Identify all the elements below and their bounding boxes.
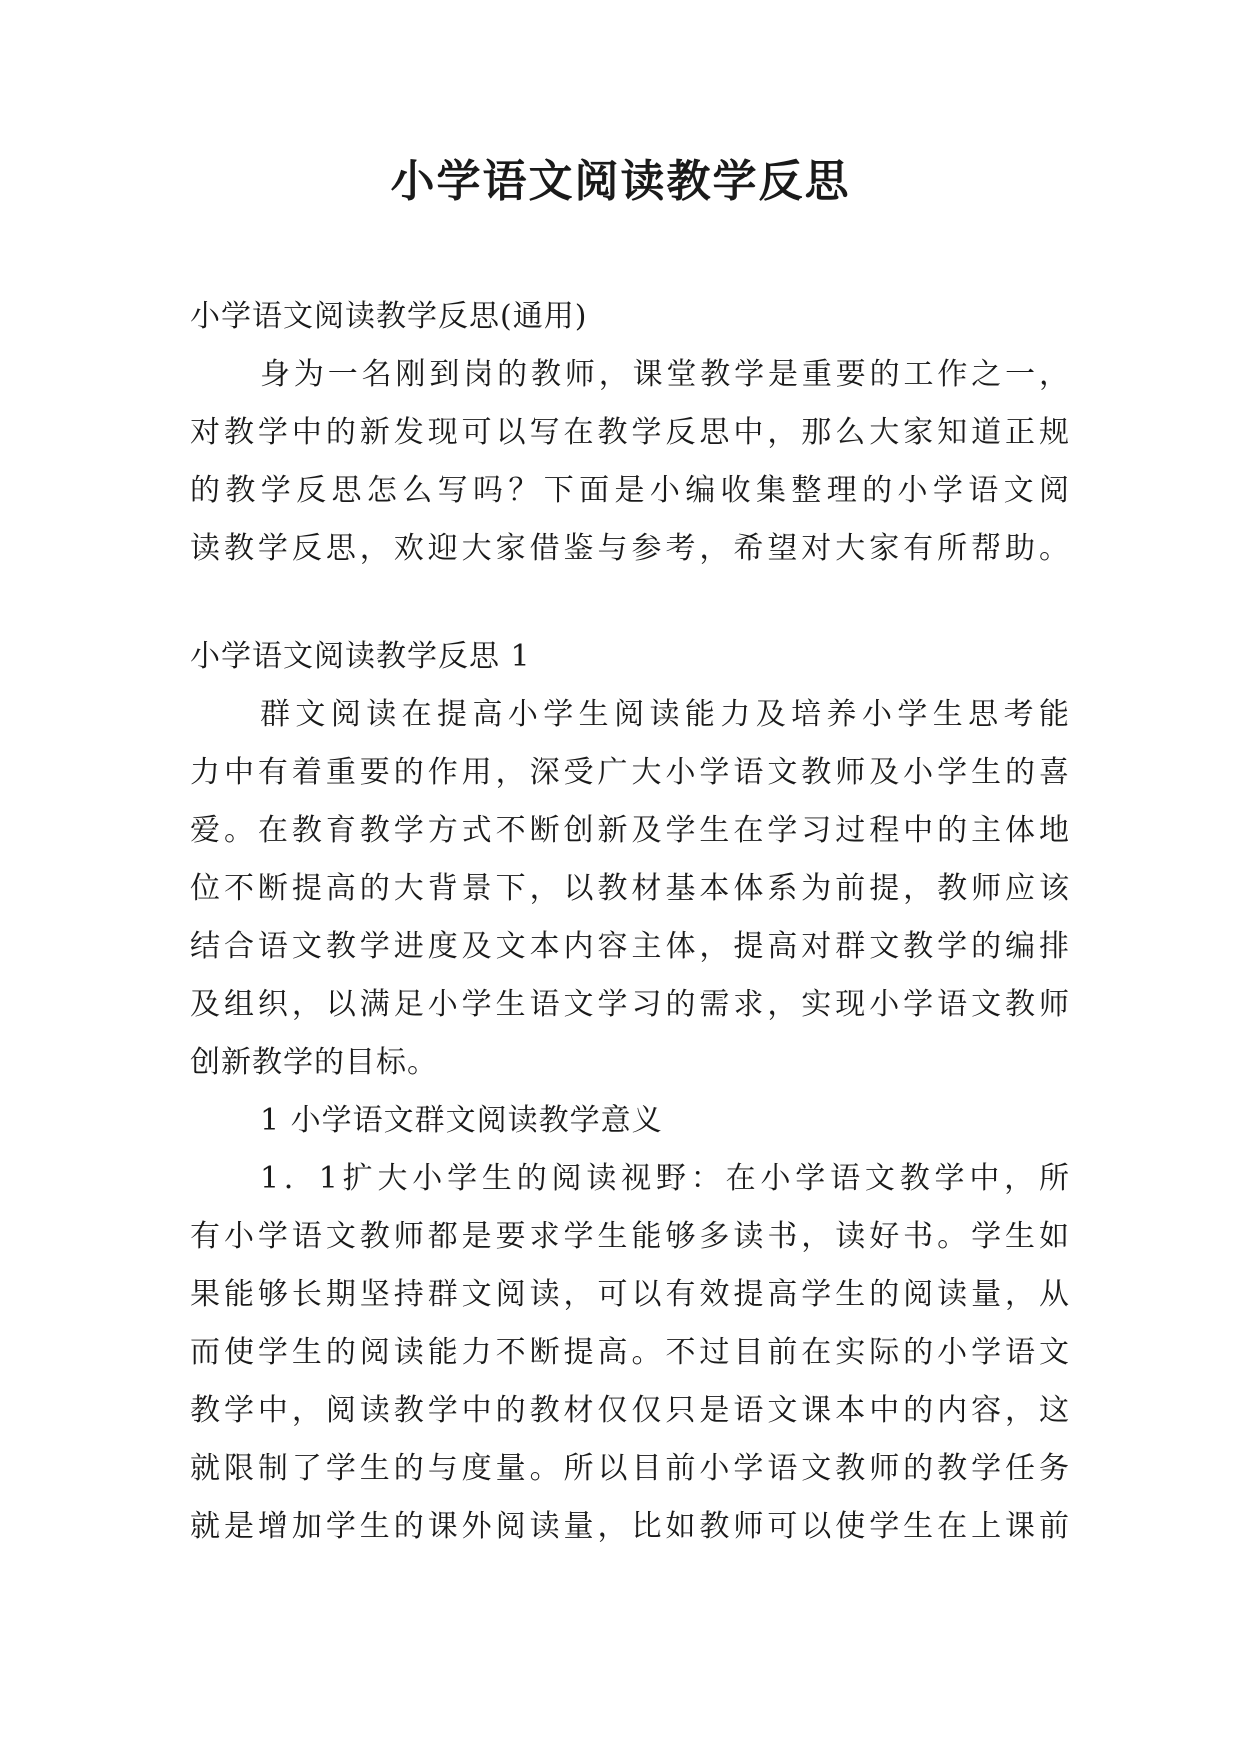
intro-heading: 小学语文阅读教学反思(通用) [190, 299, 588, 334]
paragraph-line: 有小学语文教师都是要求学生能够多读书，读好书。学生如 [190, 1219, 1070, 1254]
document-body [190, 288, 1070, 1556]
paragraph-line: 创新教学的目标。 [190, 1045, 438, 1080]
paragraph-line: 而使学生的阅读能力不断提高。不过目前在实际的小学语文 [190, 1335, 1070, 1370]
paragraph-line: 群文阅读在提高小学生阅读能力及培养小学生思考能 [260, 697, 1070, 732]
intro-line: 对教学中的新发现可以写在教学反思中，那么大家知道正规 [190, 415, 1070, 450]
page-title: 小学语文阅读教学反思 [390, 156, 851, 207]
paragraph-line: 结合语文教学进度及文本内容主体，提高对群文教学的编排 [190, 929, 1070, 964]
paragraph-line: 位不断提高的大背景下，以教材基本体系为前提，教师应该 [190, 871, 1070, 906]
paragraph-line: 果能够长期坚持群文阅读，可以有效提高学生的阅读量，从 [190, 1277, 1070, 1312]
subheading: 1 小学语文群文阅读教学意义 [260, 1103, 663, 1138]
intro-line: 身为一名刚到岗的教师，课堂教学是重要的工作之一， [260, 357, 1070, 392]
paragraph-line: 教学中，阅读教学中的教材仅仅只是语文课本中的内容，这 [190, 1393, 1070, 1428]
paragraph-line: 及组织，以满足小学生语文学习的需求，实现小学语文教师 [190, 987, 1070, 1022]
paragraph-line: 就限制了学生的与度量。所以目前小学语文教师的教学任务 [190, 1451, 1070, 1486]
paragraph-line: 1．1扩大小学生的阅读视野：在小学语文教学中，所 [260, 1161, 1070, 1196]
paragraph-line: 就是增加学生的课外阅读量，比如教师可以使学生在上课前 [190, 1509, 1070, 1544]
section-heading: 小学语文阅读教学反思 1 [190, 639, 531, 674]
intro-line: 的教学反思怎么写吗？下面是小编收集整理的小学语文阅 [190, 473, 1070, 508]
intro-line: 读教学反思，欢迎大家借鉴与参考，希望对大家有所帮助。 [190, 531, 1070, 566]
paragraph-gap [190, 578, 1070, 628]
paragraph-line: 爱。在教育教学方式不断创新及学生在学习过程中的主体地 [190, 813, 1070, 848]
paragraph-line: 力中有着重要的作用，深受广大小学语文教师及小学生的喜 [190, 755, 1070, 790]
